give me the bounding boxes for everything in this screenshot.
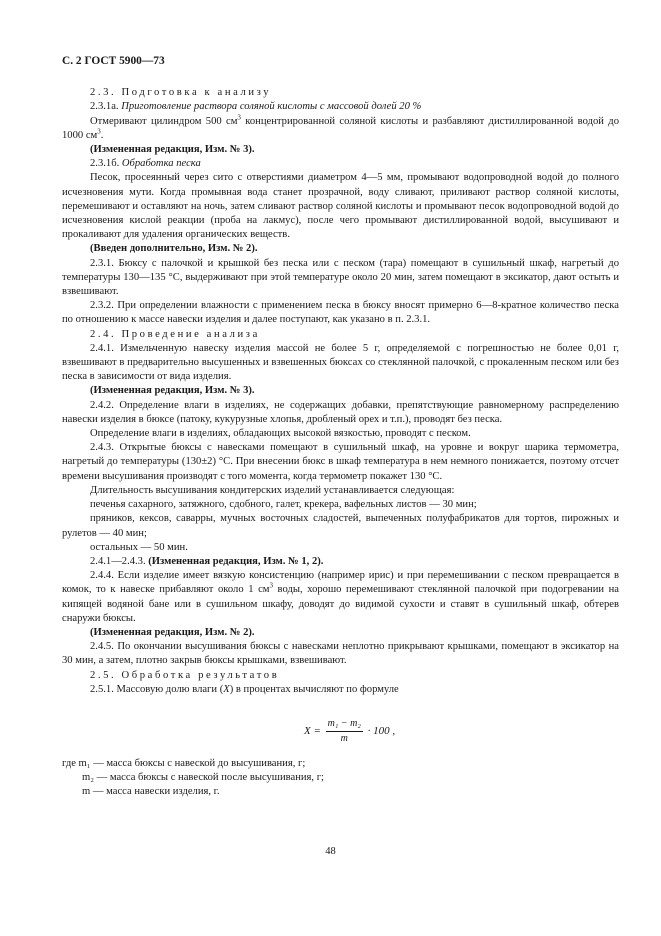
- section-2-3-1a-title: [62, 100, 619, 114]
- fraction-numerator: m₁ − m₂: [326, 717, 363, 732]
- page-header: С. 2 ГОСТ 5900—73: [62, 55, 165, 67]
- definition-row: где m₁ — масса бюксы с навеской до высушивания, г;: [62, 757, 306, 769]
- moisture-formula: [62, 711, 619, 745]
- paragraph-2-4-2: 2.4.2. Определение влаги в изделиях, не содержащих добавки, препятствующие равномерному распределению навески изделия в бюксе (патоку, кукурузные хлопья, дробленый орех и т.п.), проводят без песка.: [62, 399, 619, 425]
- section-2-5-heading: 2.5. Обработка результатов: [90, 669, 280, 681]
- edit-note: (Измененная редакция, Изм. № 2).: [90, 626, 255, 638]
- paragraph-2-3-1: 2.3.1. Бюксу с палочкой и крышкой без песка или с песком (тара) помещают в сушильный шкаф, нагретый до температуры 130—135 °С, выдерживают при этой температуре около 20 мин, затем помещают в эксикатор, дают остыть и взвешивают.: [62, 257, 619, 298]
- edit-note: (Введен дополнительно, Изм. № 2).: [90, 243, 258, 255]
- variable-definitions: [62, 757, 619, 800]
- text-part: 2.4.4. Если изделие имеет вязкую консистенцию (например ирис) и при перемешивании с песком превращается в комок, то к навеске прибавляют около 1 см: [62, 570, 619, 596]
- paragraph-2-4-3: 2.4.3. Открытые бюксы с навесками помещают в сушильный шкаф, на уровне и вокруг шарика термометра, нагретый до температуры (130±2) °С. При внесении бюкс в шкаф температура в нем немного понижается, поэтому отсчет времени высушивания производят с того момента, когда термометр покажет 130 °С.: [62, 442, 619, 482]
- list-item: пряников, кексов, саварры, мучных восточных сладостей, выпеченных полуфабрикатов для тортов, пирожных и рулетов — 40 мин;: [62, 513, 619, 539]
- paragraph-2-4-4: [62, 569, 619, 626]
- superscript: 3: [237, 113, 241, 122]
- section-number: 2.3.1б.: [90, 158, 122, 170]
- paragraph-sand: Песок, просеянный через сито с отверстиями диаметром 4—5 мм, промывают водопроводной водой до полного исчезновения мути. Когда промывная вода станет прозрачной, воду сливают, приливают раствор соляной кислоты, перемешивают и оставляют на ночь, затем сливают раствор соляной кислоты и промывают песок водопроводной водой до исчезновения кислой реакции (проба на лакмус), после чего промывают дистиллированной водой, высушивают и прокаливают для удаления органических веществ.: [62, 172, 619, 241]
- variable: X: [223, 683, 230, 695]
- section-number: 2.3.1а.: [90, 101, 122, 113]
- section-title: Обработка песка: [121, 158, 201, 170]
- paragraph-drying-duration: Длительность высушивания кондитерских изделий устанавливается следующая:: [90, 484, 455, 496]
- definition-row: m₂ — масса бюксы с навеской после высушивания, г;: [82, 772, 324, 784]
- fraction-denominator: m: [340, 733, 348, 745]
- section-2-3-1b-title: [62, 157, 619, 171]
- section-2-3-heading: 2.3. Подготовка к анализу: [90, 87, 272, 99]
- superscript: 3: [97, 127, 101, 136]
- paragraph-2-3-2: 2.3.2. При определении влажности с применением песка в бюксу вносят примерно 6—8-кратное количество песка по отношению к массе навески изделия и далее поступают, как указано в п. 2.3.1.: [62, 300, 619, 326]
- superscript: 3: [269, 581, 273, 590]
- formula-tail: · 100 ,: [364, 725, 396, 738]
- text-part: концентрированной соляной кислоты и разбавляют дистиллированной водой до 1000 см: [62, 115, 619, 141]
- definition-row: m — масса навески изделия, г.: [82, 786, 220, 798]
- paragraph-2-4-1: 2.4.1. Измельченную навеску изделия массой не более 5 г, определяемой с погрешностью не более 0,01 г, взвешивают в предварительно высушенных и взвешенных бюксах со стеклянной палочкой, с прокаленным песком или без песка в зависимости от вида изделия.: [62, 342, 619, 383]
- formula-body: [304, 717, 395, 746]
- section-2-4-heading: 2.4. Проведение анализа: [90, 328, 260, 340]
- section-title: Приготовление раствора соляной кислоты с массовой долей 20 %: [121, 101, 422, 113]
- edit-note-2-4-1-3: [62, 555, 619, 569]
- formula-equals: =: [310, 725, 324, 738]
- paragraph-2-4-5: 2.4.5. По окончании высушивания бюксы с навесками неплотно прикрывают крышками, помещают в эксикатор на 30 мин, а затем, плотно закрыв бюксы крышками, взвешивают.: [62, 641, 619, 667]
- formula-fraction: [326, 717, 363, 746]
- list-item: печенья сахарного, затяжного, сдобного, галет, крекера, вафельных листов — 30 мин;: [90, 499, 477, 511]
- page-number: 48: [325, 846, 336, 857]
- edit-note: (Измененная редакция, Изм. № 1, 2).: [148, 555, 324, 567]
- text-part: .: [100, 129, 104, 141]
- document-page: [62, 54, 619, 800]
- section-number: 2.4.1—2.4.3.: [90, 555, 149, 567]
- list-item: остальных — 50 мин.: [90, 541, 188, 553]
- paragraph-2-5-1: [62, 683, 619, 697]
- edit-note: (Измененная редакция, Изм. № 3).: [90, 385, 255, 397]
- text-part: Отмеривают цилиндром 500 см: [90, 115, 238, 127]
- text-part: 2.5.1. Массовую долю влаги (: [90, 683, 224, 695]
- text-part: воды, хорошо перемешивают стеклянной палочкой при подогревании на кипящей водяной бане или в сушильном шкафу, доводят до видимой сухости и ставят в сушильный шкаф, обтерев снаружи бюксы.: [62, 584, 619, 624]
- paragraph-2-4-2b: Определение влаги в изделиях, обладающих высокой вязкостью, проводят с песком.: [90, 428, 471, 440]
- paragraph-acid-solution: [62, 115, 619, 143]
- text-part: ) в процентах вычисляют по формуле: [229, 683, 399, 695]
- formula-lhs: X: [304, 725, 311, 738]
- edit-note: (Измененная редакция, Изм. № 3).: [90, 144, 255, 156]
